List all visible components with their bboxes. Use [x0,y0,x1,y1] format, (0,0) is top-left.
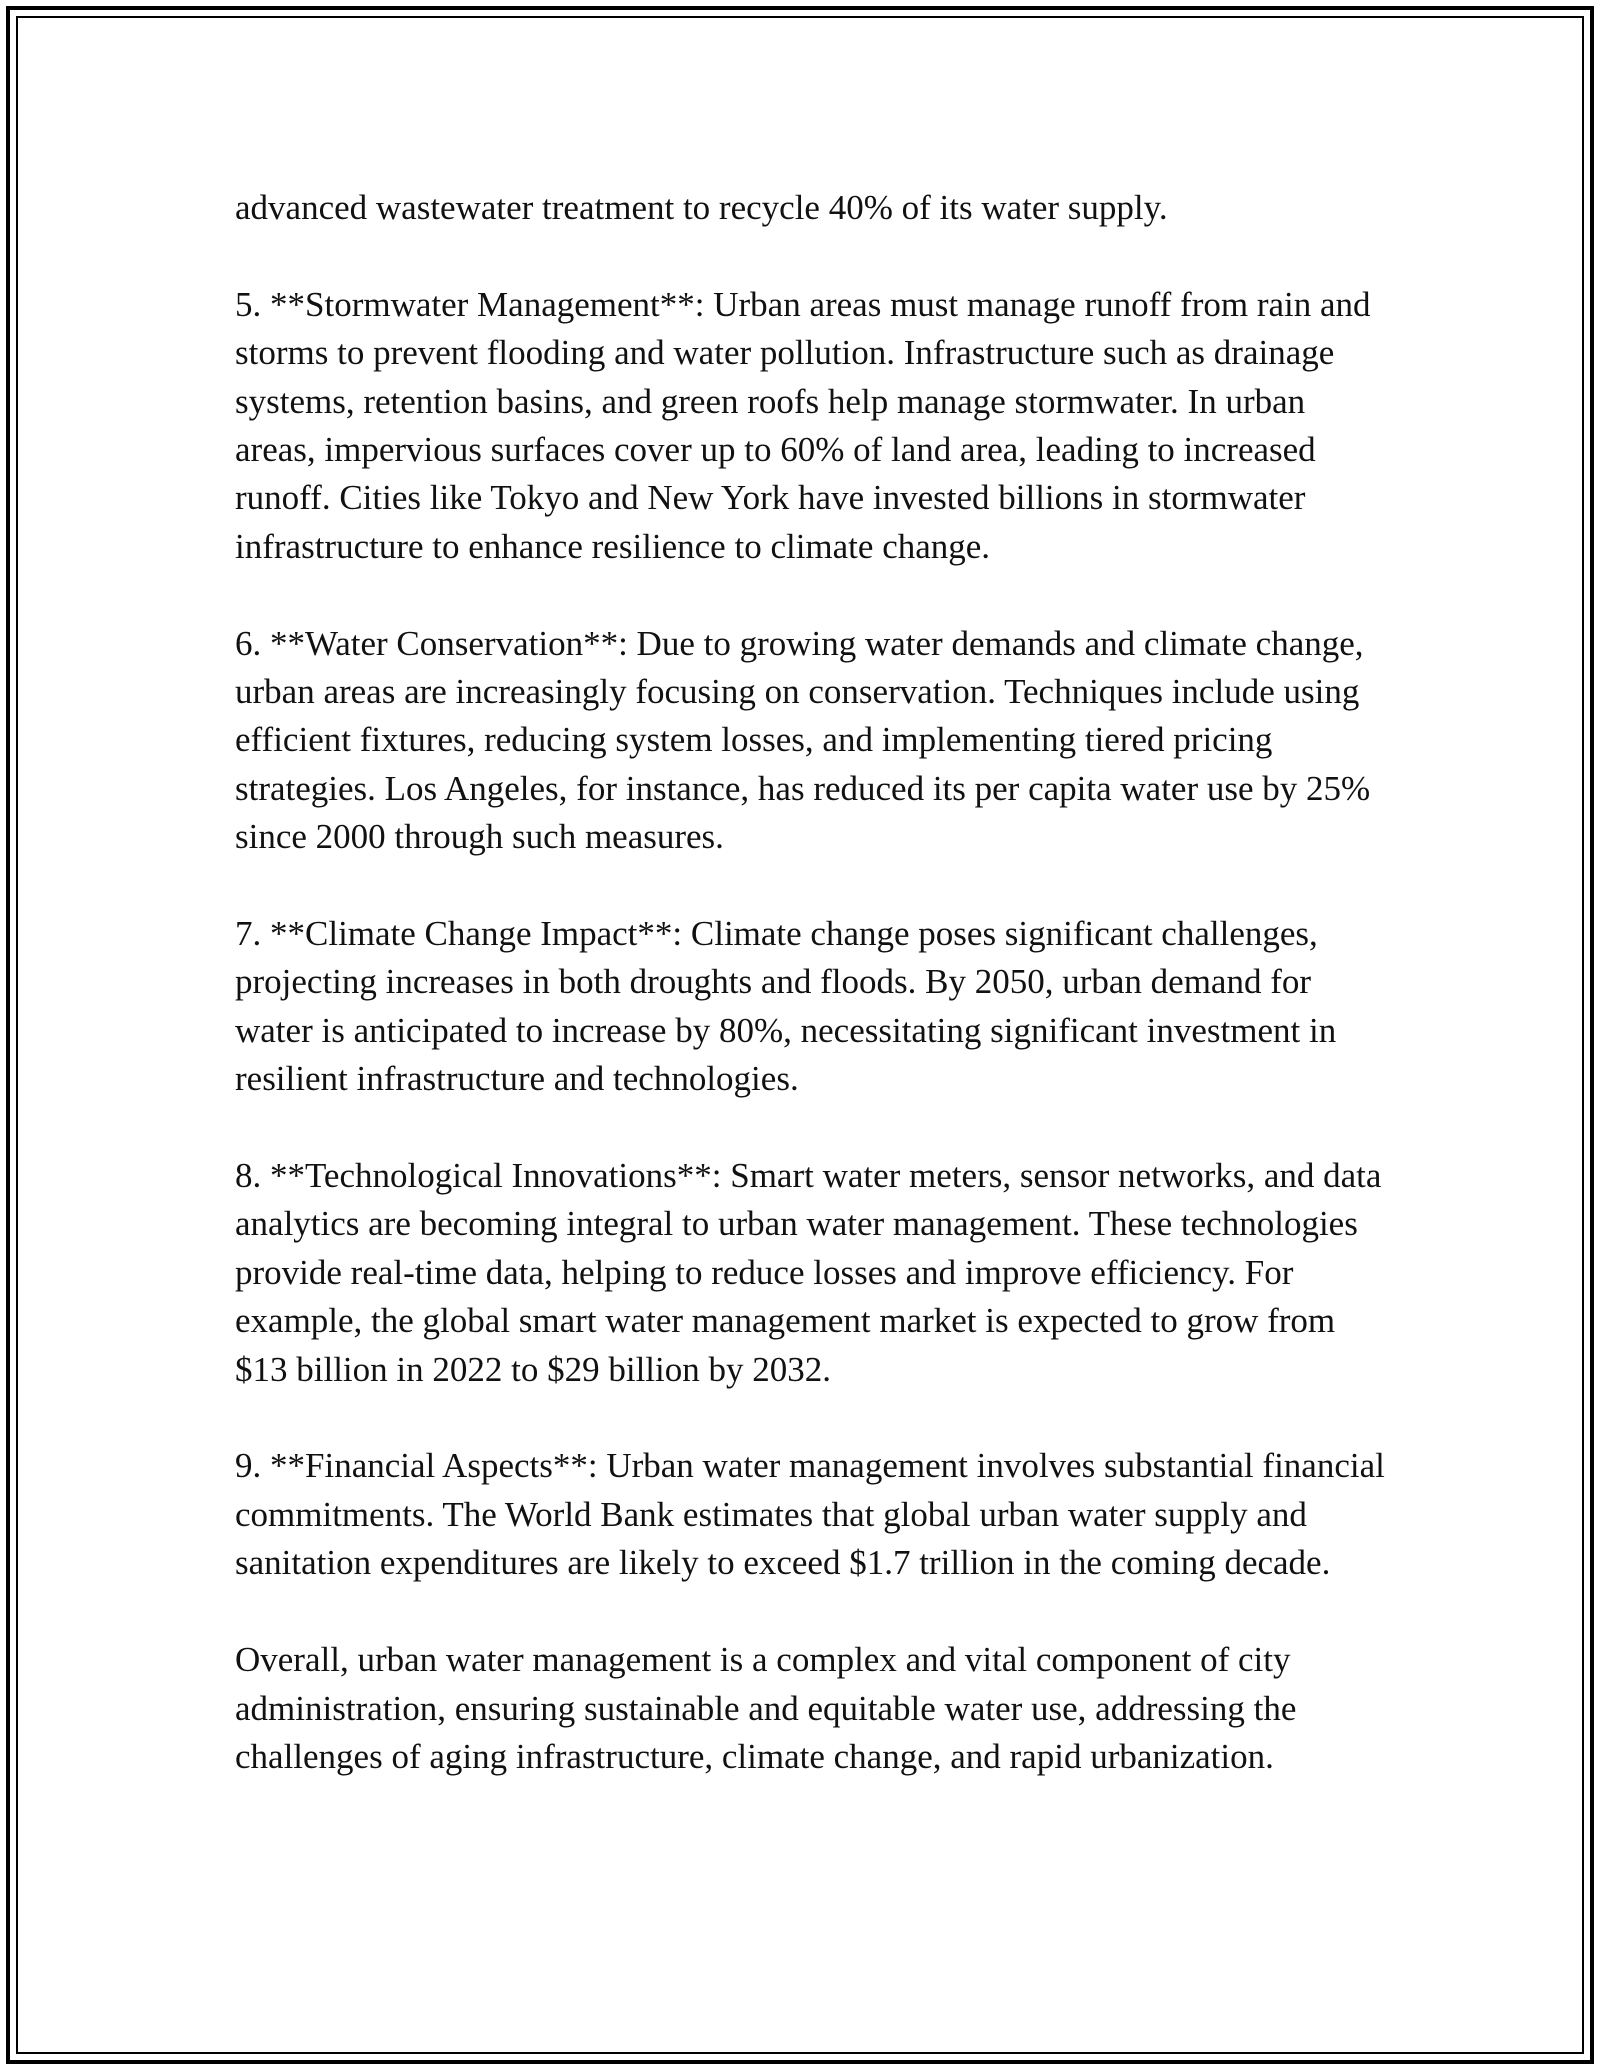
paragraph-stormwater-management: 5. **Stormwater Management**: Urban areas must manage runoff from rain and storms to prevent flooding and water pollution. Infrastructure such as drainage systems, retention basins, and green roofs help manage stormwater. In urban areas, impervious surfaces cover up to 60% of land area, leading to increased runoff. Cities like Tokyo and New York have invested billions in stormwater infrastructure to enhance resilience to climate change. [235,284,1371,566]
paragraph-financial-aspects: 9. **Financial Aspects**: Urban water management involves substantial financial commitments. The World Bank estimates that global urban water supply and sanitation expenditures are likely to exceed $1.7 trillion in the coming decade. [235,1446,1385,1583]
paragraph-climate-change-impact: 7. **Climate Change Impact**: Climate change poses significant challenges, projecting increases in both droughts and floods. By 2050, urban demand for water is anticipated to increase by 80%, necessitating significant investment in resilient infrastructure and technologies. [235,914,1337,1099]
document-body [235,184,1385,1830]
paragraph-technological-innovations: 8. **Technological Innovations**: Smart water meters, sensor networks, and data analytics are becoming integral to urban water management. These technologies provide real-time data, helping to reduce losses and improve efficiency. For example, the global smart water management market is expected to grow from $13 billion in 2022 to $29 billion by 2032. [235,1156,1382,1389]
paragraph-water-conservation: 6. **Water Conservation**: Due to growing water demands and climate change, urban areas are increasingly focusing on conservation. Techniques include using efficient fixtures, reducing system losses, and implementing tiered pricing strategies. Los Angeles, for instance, has reduced its per capita water use by 25% since 2000 through such measures. [235,623,1371,857]
paragraph-overall-conclusion: Overall, urban water management is a complex and vital component of city administration, ensuring sustainable and equitable water use, addressing the challenges of aging infrastructure, climate change, and rapid urbanization. [235,1640,1297,1776]
paragraph-continuation: advanced wastewater treatment to recycle 40% of its water supply. [235,188,1168,227]
